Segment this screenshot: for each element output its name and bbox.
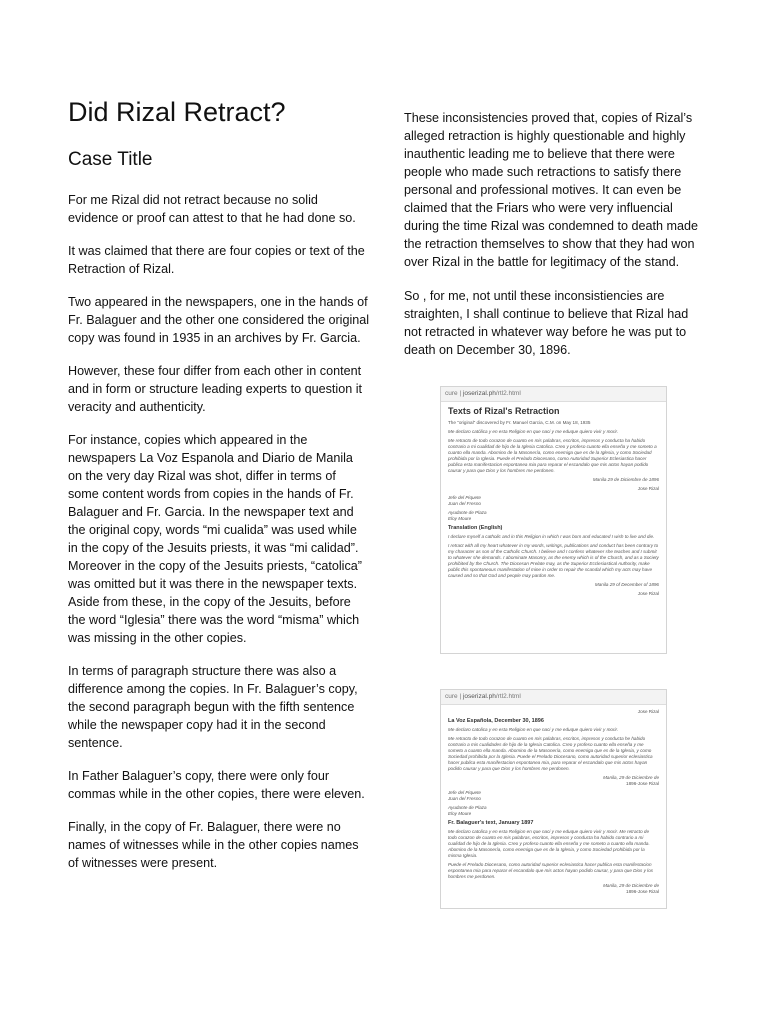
screenshot-text: Me declaro católica y en esta Religion en que naci y me eduque quiero vivir y morir. (448, 429, 619, 434)
screenshot-text: Me retracto de todo corazon de cuanto en mis palabras, escritos, impresos y conducta he habido contrario a mis cualidades de hijo de la Iglesia Catolica. Creo y profeso cuanto ella enseña y me someto a cuanto ella manda. Abomino de la Masonería, como enemiga que es de la Iglesia, y como Sociedad prohibida por la Iglesia. Puede el Prelado Diocesano, como autoridad superior eclesiastica hacer publica esta manifestacion espontanea mia, para reparar el escandalo que mis actos hayan podido causar y para que Dios y los hombres me perdonen. (448, 736, 653, 771)
url-domain: joserizal.ph (462, 693, 496, 700)
url-path: /rtl2.html (495, 693, 521, 700)
left-column (68, 96, 370, 887)
screenshot-intro: The "original" discovered by Fr. Manuel Garcia, C.M. on May 18, 1935 (448, 420, 591, 425)
url-prefix: cure | (445, 693, 463, 700)
witness-line: Ayudante de Plaza (448, 510, 487, 515)
screenshot-text: I declare myself a catholic and in this Religion in which I was born and educated I wish to live and die. (448, 534, 655, 539)
screenshot-text: Me declaro catolica y en esta Religion en que naci y me eduque quiero vivir y morir. (448, 727, 619, 732)
screenshot-text: Me retracto de todo corazon de cuanto en mis palabras, escritos, impresos y conducta ha habido contrario a mi cualidad de hijo de la Iglesia Catolica. Creo y profeso cuanto ella enseña y me someto a cuanto ella manda. Abomino de la Masonería, como enemiga que es de la Iglesia, y como Sociedad prohibida por la Iglesia. Puede el Prelado Diocesano, como Autoridad Superior Eclesiastica hacer publica esta manifestacion espontanea mia para reparar el escandalo que mis actos hayan podido causar y para que Dios y los hombres me perdonen. (448, 438, 657, 473)
paragraph: For instance, copies which appeared in the newspapers La Voz Espanola and Diario de Manila on the very day Rizal was shot, differ in terms of some content words from copies in the hands of Fr. Balaguer and Fr. Garcia. In the newspaper text and the original copy, words “mi cualida” was used while in the copy of the Jesuits priests, it was “mi calidad”. Moreover in the copy of the Jesuits priests, “catolica” was omitted but it was there in the newspaper texts. Aside from these, in the copy of the Jesuits, before the word “Iglesia” there was the word “misma” which was missing in the other copies. (68, 433, 362, 646)
paragraph: In Father Balaguer’s copy, there were only four commas while in the other copies, there were eleven. (68, 769, 365, 802)
paragraph: Two appeared in the newspapers, one in the hands of Fr. Balaguer and the other one considered the original copy was found in 1935 in an archives by Fr. Garcia. (68, 295, 370, 346)
paragraph: In terms of paragraph structure there was also a difference among the copies. In Fr. Balaguer’s copy, the second paragraph begun with the fifth sentence while the newspaper copy had it in the second sentence. (68, 664, 358, 751)
screenshot-text: I retract with all my heart whatever in my words, writings, publications and conduct has been contrary to my character as son of the Catholic Church. I believe and I confess whatever she teaches and I submit to whatever she demands. I abominate Masonry, as the enemy which is of the Church, and as a Society prohibited by the Church. The Diocesan Prelate may, as the Superior Ecclesiastical Authority, make public this spontaneous manifestation of mine in order to repair the scandal which my acts may have caused and so that God and people may pardon me. (448, 543, 659, 578)
paragraph: These inconsistencies proved that, copies of Rizal’s alleged retraction is highly questionable and highly inauthentic leading me to believe that there were people who made such retractions to satisfy there personal and professional motives. It can even be claimed that the Friars who were very influencial during the time Rizal was condemned to death made the retraction themselves to show that they had won over Rizal in the battle for legitimacy of the stand. (404, 111, 699, 269)
paragraph: For me Rizal did not retract because no solid evidence or proof can attest to that he had done so. (68, 193, 356, 226)
screenshot-signature: 1896-Jose Rizal (626, 889, 659, 894)
witness-line: Eloy Moure (448, 516, 472, 521)
paragraph: However, these four differ from each other in content and in form or structure leading experts to question it veracity and authenticity. (68, 364, 363, 415)
witness-line: Eloy Moure (448, 811, 472, 816)
url-bar (441, 690, 666, 705)
paragraph: It was claimed that there are four copies or text of the Retraction of Rizal. (68, 244, 365, 277)
witness-line: Jefe del Piquete (448, 790, 481, 795)
screenshot-signature: Jose Rizal (637, 709, 659, 714)
screenshot-heading: La Voz Española, December 30, 1896 (448, 718, 544, 724)
screenshot-heading: Fr. Balaguer's text, January 1897 (448, 820, 534, 826)
screenshot-title: Texts of Rizal's Retraction (448, 406, 560, 416)
document-title: Did Rizal Retract? (68, 97, 286, 127)
screenshot-text: Me declaro catolica y en esta Religion en que naci y me eduque quiero vivir y morir. Me retracto de todo corazon de cuanto en mis palabras, escritos, impresos y conducta ha habido contrario a mi cualidad de hijo de la Iglesia. Creo y profeso cuanto ella enseña y me someto a cuanto ella manda. Abomino de la Masonería, como enemiga que es de la Iglesia, y como Sociedad prohibida por la misma Iglesia. (448, 829, 650, 858)
paragraph: Finally, in the copy of Fr. Balaguer, there were no names of witnesses while in the other copies names of witnesses were present. (68, 820, 359, 871)
retraction-screenshot-original (440, 386, 667, 654)
url-path: /rtl2.html (495, 390, 521, 397)
url-prefix: cure | (445, 390, 463, 397)
witness-line: Jefe del Piquete (448, 495, 481, 500)
paragraph: So , for me, not until these inconsistiencies are straighten, I shall continue to believe that Rizal had not retracted in whatever way before he was put to death on December 30, 1896. (404, 289, 689, 357)
screenshot-text: Puede el Prelado Diocesano, como autoridad superior eclesiastica hacer publica esta manifestacion espontanea mia para reparar el escandalo que mis actos hayan podido causar, y para que Dios y los hombres me perdonen. (448, 862, 654, 879)
witness-line: Juan del Fresno (448, 796, 481, 801)
screenshot-signature: Jose Rizal (637, 591, 659, 596)
translation-heading: Translation (English) (448, 525, 503, 531)
retraction-screenshot-copies (440, 689, 667, 909)
screenshot-date: Manila, 29 de Diciembre de (603, 883, 659, 888)
url-bar (441, 387, 666, 402)
url-domain: joserizal.ph (462, 390, 496, 397)
screenshot-signature: Jose Rizal (637, 486, 659, 491)
screenshot-date: Manila 29 de Diciembre de 1896 (592, 477, 659, 482)
screenshot-date: Manila 29 of December of 1896 (594, 582, 659, 587)
witness-line: Ayudante de Plaza (448, 805, 487, 810)
right-column (404, 109, 704, 375)
screenshot-date: Manila, 29 de Diciembre de (603, 775, 659, 780)
witness-line: Juan del Fresno (448, 501, 481, 506)
case-title: Case Title (68, 149, 153, 171)
screenshot-signature: 1896-Jose Rizal (626, 781, 659, 786)
